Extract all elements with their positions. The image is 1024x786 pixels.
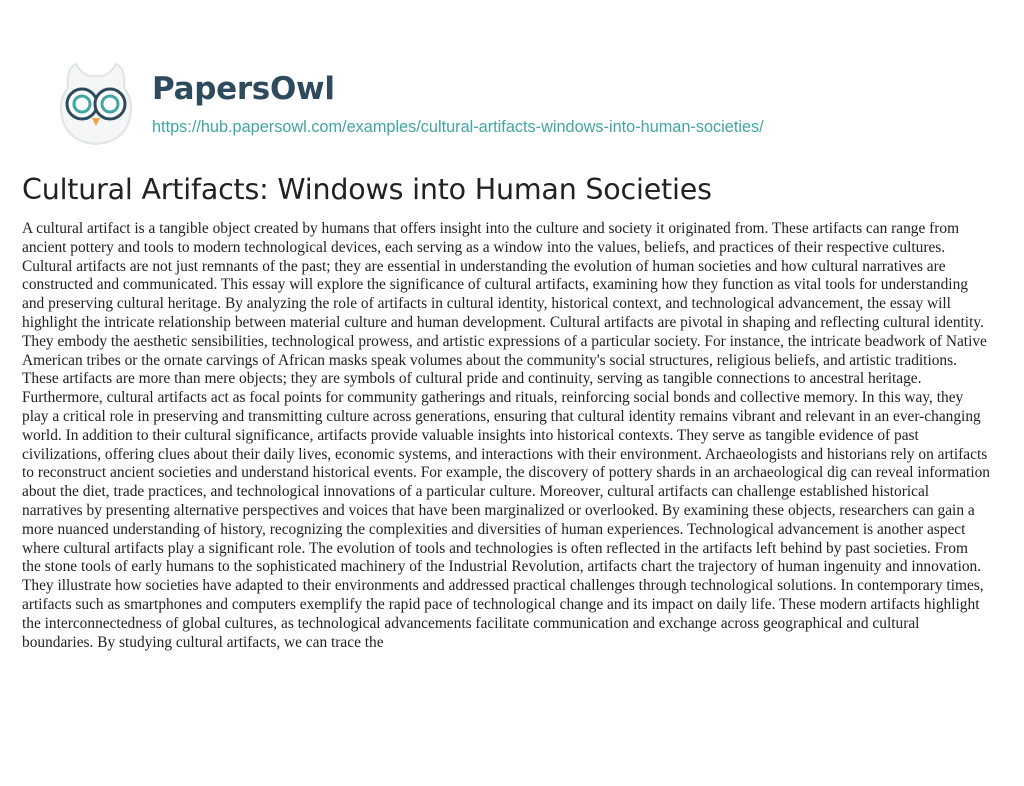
essay-title: Cultural Artifacts: Windows into Human Societies [22,173,712,206]
essay-body: A cultural artifact is a tangible object created by humans that offers insight into the culture and society it originated from. These artifacts can range from ancient pottery and tools to modern technological devices, each serving as a window into the values, beliefs, and practices of their respective cultures. Cultural artifacts are not just remnants of the past; they are essential in understanding the evolution of human societies and how cultural narratives are constructed and communicated. This essay will explore the significance of cultural artifacts, examining how they function as vital tools for understanding and preserving cultural heritage. By analyzing the role of artifacts in cultural identity, historical context, and technological advancement, the essay will highlight the intricate relationship between material culture and human development. Cultural artifacts are pivotal in shaping and reflecting cultural identity. They embody the aesthetic sensibilities, technological prowess, and artistic expressions of a particular society. For instance, the intricate beadwork of Native American tribes or the ornate carvings of African masks speak volumes about the community's social structures, religious beliefs, and artistic traditions. These artifacts are more than mere objects; they are symbols of cultural pride and continuity, serving as tangible connections to ancestral heritage. Furthermore, cultural artifacts act as focal points for community gatherings and rituals, reinforcing social bonds and collective memory. In this way, they play a critical role in preserving and transmitting culture across generations, ensuring that cultural identity remains vibrant and relevant in an ever-changing world. In addition to their cultural significance, artifacts provide valuable insights into historical contexts. They serve as tangible evidence of past civilizations, offering clues about their daily lives, economic systems, and interactions with their environment. Archaeologists and historians rely on artifacts to reconstruct ancient societies and understand historical events. For example, the discovery of pottery shards in an archaeological dig can reveal information about the diet, trade practices, and technological innovations of a particular culture. Moreover, cultural artifacts can challenge established historical narratives by presenting alternative perspectives and voices that have been marginalized or overlooked. By examining these objects, researchers can gain a more nuanced understanding of history, recognizing the complexities and diversities of human experiences. Technological advancement is another aspect where cultural artifacts play a significant role. The evolution of tools and technologies is often reflected in the artifacts left behind by past societies. From the stone tools of early humans to the sophisticated machinery of the Industrial Revolution, artifacts chart the trajectory of human ingenuity and innovation. They illustrate how societies have adapted to their environments and addressed practical challenges through technological solutions. In contemporary times, artifacts such as smartphones and computers exemplify the rapid pace of technological change and its impact on daily life. These modern artifacts highlight the interconnectedness of global cultures, as technological advancements facilitate communication and exchange across geographical and cultural boundaries. By studying cultural artifacts, we can trace the [22,220,990,651]
site-header [48,60,764,146]
owl-logo-icon [48,60,144,146]
source-url: https://hub.papersowl.com/examples/cultural-artifacts-windows-into-human-societies/ [152,118,764,136]
brand-name: PapersOwl [152,71,335,107]
bottom-fade-overlay [0,716,1024,786]
brand-block [152,69,764,137]
